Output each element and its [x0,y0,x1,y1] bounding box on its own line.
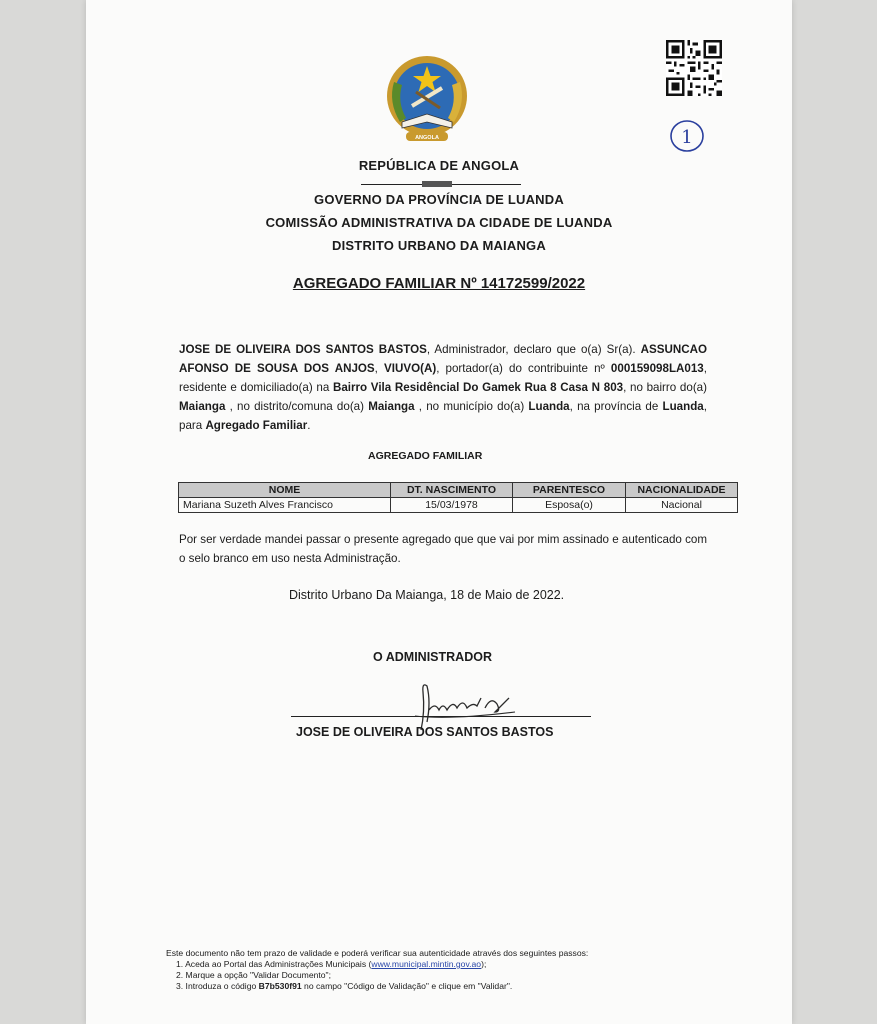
distrito-heading: DISTRITO URBANO DA MAIANGA [332,238,546,253]
tax-number: 000159098LA013 [610,362,704,375]
table-cell: Esposa(o) [513,498,626,513]
declaration-text: , residente e domiciliado(a) na [179,362,707,394]
portal-link[interactable]: www.municipal.mintin.gov.ao [371,959,482,969]
person-name: ASSUNCAO AFONSO DE SOUSA DOS ANJOS [179,343,708,375]
bairro: Maianga [179,400,226,413]
footer-step-text: 1. Aceda ao Portal das Administrações Municipais ( [176,959,372,969]
footer-step-1 [166,959,726,970]
table-caption: AGREGADO FAMILIAR [368,450,483,462]
provincia: Luanda [662,400,704,413]
admin-name: JOSE DE OLIVEIRA DOS SANTOS BASTOS [179,343,427,356]
governo-heading: GOVERNO DA PROVÍNCIA DE LUANDA [314,192,564,207]
table-row [179,498,738,513]
footer-step-3 [166,981,726,992]
agregado-table [178,482,738,513]
declaration-text: , na província de [569,400,663,413]
seal-caption: ANGOLA [415,135,439,141]
qr-code-icon [666,40,722,96]
declaration-text: , no município do(a) [414,400,529,413]
signature-line [291,716,591,717]
purpose: Agregado Familiar [205,419,308,432]
handwritten-signature [411,672,521,732]
declaration-text: , [374,362,385,375]
footer-step-2: 2. Marque a opção "Validar Documento"; [176,970,331,980]
civil-status: VIUVO(A) [384,362,437,375]
document-page [86,0,792,1024]
declaration-text: . [307,419,311,432]
table-header-row [179,483,738,498]
declaration-text: , portador(a) do contribuinte nº [436,362,611,375]
comissao-heading: COMISSÃO ADMINISTRATIVA DA CIDADE DE LUANDA [265,215,613,230]
verification-footer [166,948,726,992]
municipio: Luanda [528,400,570,413]
address: Bairro Vila Residêncial Do Gamek Rua 8 Casa N 803 [332,381,624,394]
footer-step-text: ); [481,959,487,969]
document-title: AGREGADO FAMILIAR Nº 14172599/2022 [292,275,586,292]
declaration-text: , para [179,400,707,432]
table-cell: Mariana Suzeth Alves Francisco [179,498,391,513]
table-cell: 15/03/1978 [391,498,513,513]
signature-role: O ADMINISTRADOR [373,650,492,664]
footer-step-text: no campo "Código de Validação" e clique em "Validar". [301,981,513,991]
footer-step-text: 3. Introduza o código [176,981,259,991]
signature-name: JOSE DE OLIVEIRA DOS SANTOS BASTOS [296,725,554,739]
closing-paragraph: Por ser verdade mandei passar o presente agregado que que vai por mim assinado e autenticado com o selo branco em uso nesta Administração. [179,533,707,565]
column-header: DT. NASCIMENTO [391,483,513,498]
column-header: NOME [179,483,391,498]
comuna: Maianga [368,400,415,413]
footer-intro: Este documento não tem prazo de validade e poderá verificar sua autenticidade através dos seguintes passos: [166,948,589,958]
declaration-text: , no distrito/comuna do(a) [225,400,369,413]
validation-code: B7b530f91 [258,981,302,991]
column-header: NACIONALIDADE [626,483,738,498]
handwritten-number-text: 1 [681,127,693,148]
republic-heading: REPÚBLICA DE ANGOLA [358,158,520,173]
place-date: Distrito Urbano Da Maianga, 18 de Maio de 2022. [289,588,565,602]
header-divider-mark [422,181,452,187]
declaration-paragraph [179,340,707,435]
column-header: PARENTESCO [513,483,626,498]
declaration-text: , no bairro do(a) [623,381,707,394]
handwritten-number-mark [669,118,705,154]
angola-coat-of-arms-icon [380,52,474,148]
declaration-text: , Administrador, declaro que o(a) Sr(a). [426,343,641,356]
table-cell: Nacional [626,498,738,513]
